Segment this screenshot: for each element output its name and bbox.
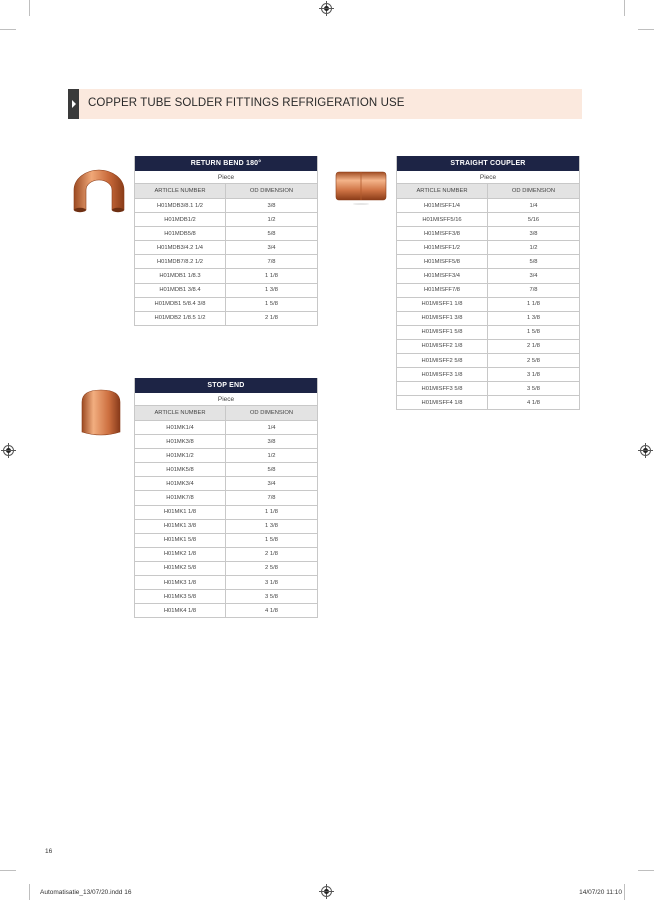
article-number-cell: H01MK4 1/8 xyxy=(135,604,226,617)
registration-mark-icon xyxy=(321,886,332,897)
straight-coupler-table xyxy=(396,156,580,410)
article-number-cell: H01MISFF1 3/8 xyxy=(397,312,488,325)
table-row xyxy=(397,354,579,368)
od-dimension-cell: 1 1/8 xyxy=(527,301,540,308)
crop-mark xyxy=(624,884,625,900)
od-dimension-cell: 3/4 xyxy=(267,480,276,487)
table-row xyxy=(135,449,317,463)
article-number-cell: H01MK1/2 xyxy=(135,449,226,462)
table-row xyxy=(135,298,317,312)
article-number-cell: H01MISFF2 1/8 xyxy=(397,340,488,353)
od-dimension-cell: 5/8 xyxy=(267,466,276,473)
column-header-od: OD DIMENSION xyxy=(249,188,294,194)
article-number-cell: H01MDB3/4.2 1/4 xyxy=(135,241,226,254)
table-row xyxy=(135,199,317,213)
table-row xyxy=(135,576,317,590)
table-row xyxy=(135,269,317,283)
article-number-cell: H01MISFF5/16 xyxy=(397,213,488,226)
table-row xyxy=(135,241,317,255)
table-header-row xyxy=(397,184,579,199)
table-row xyxy=(135,421,317,435)
slug-file: Automatisatie_13/07/20.indd 16 xyxy=(40,889,132,896)
table-row xyxy=(397,396,579,410)
od-dimension-cell: 3/8 xyxy=(529,230,538,237)
registration-mark-icon xyxy=(321,3,332,14)
registration-mark-icon xyxy=(640,445,651,456)
article-number-cell: H01MISFF1/2 xyxy=(397,241,488,254)
article-number-cell: H01MK2 5/8 xyxy=(135,562,226,575)
table-row xyxy=(397,284,579,298)
article-number-cell: H01MDB1 1/8.3 xyxy=(135,269,226,282)
od-dimension-cell: 1/4 xyxy=(267,424,276,431)
table-row xyxy=(397,199,579,213)
column-header-article: ARTICLE NUMBER xyxy=(135,184,226,198)
table-unit: Piece xyxy=(135,171,317,184)
crop-mark xyxy=(638,29,654,30)
od-dimension-cell: 3/8 xyxy=(267,202,276,209)
od-dimension-cell: 3/4 xyxy=(529,273,538,280)
article-number-cell: H01MDB5/8 xyxy=(135,227,226,240)
article-number-cell: H01MISFF4 1/8 xyxy=(397,396,488,409)
od-dimension-cell: 1 1/8 xyxy=(265,509,278,516)
article-number-cell: H01MK5/8 xyxy=(135,463,226,476)
article-number-cell: H01MK7/8 xyxy=(135,491,226,504)
article-number-cell: H01MK3/4 xyxy=(135,477,226,490)
od-dimension-cell: 1/2 xyxy=(267,452,276,459)
od-dimension-cell: 1 3/8 xyxy=(527,315,540,322)
od-dimension-cell: 2 5/8 xyxy=(265,565,278,572)
od-dimension-cell: 2 1/8 xyxy=(527,343,540,350)
article-number-cell: H01MK2 1/8 xyxy=(135,548,226,561)
table-row xyxy=(135,534,317,548)
od-dimension-cell: 5/8 xyxy=(267,230,276,237)
table-row xyxy=(397,326,579,340)
table-row xyxy=(397,298,579,312)
crop-mark xyxy=(638,870,654,871)
stop-end-image xyxy=(78,388,124,438)
table-row xyxy=(135,255,317,269)
table-row xyxy=(135,463,317,477)
article-number-cell: H01MISFF3/4 xyxy=(397,269,488,282)
table-row xyxy=(397,340,579,354)
straight-coupler-image xyxy=(334,168,388,206)
stop-end-table xyxy=(134,378,318,618)
table-row xyxy=(135,312,317,326)
article-number-cell: H01MISFF1/4 xyxy=(397,199,488,212)
column-header-od: OD DIMENSION xyxy=(249,410,294,416)
od-dimension-cell: 1 5/8 xyxy=(527,329,540,336)
table-row xyxy=(135,604,317,618)
table-unit: Piece xyxy=(397,171,579,184)
registration-mark-icon xyxy=(3,445,14,456)
od-dimension-cell: 7/8 xyxy=(267,495,276,502)
crop-mark xyxy=(29,884,30,900)
table-row xyxy=(397,227,579,241)
article-number-cell: H01MK1 1/8 xyxy=(135,506,226,519)
table-row xyxy=(135,491,317,505)
column-header-od: OD DIMENSION xyxy=(511,188,556,194)
crop-mark xyxy=(29,0,30,16)
table-row xyxy=(135,284,317,298)
return-bend-image xyxy=(68,168,130,214)
table-row xyxy=(397,255,579,269)
section-banner xyxy=(68,89,582,119)
table-row xyxy=(135,590,317,604)
table-row xyxy=(397,382,579,396)
table-row xyxy=(135,548,317,562)
table-row xyxy=(397,269,579,283)
table-title: STRAIGHT COUPLER xyxy=(397,156,579,171)
article-number-cell: H01MISFF1 1/8 xyxy=(397,298,488,311)
od-dimension-cell: 2 5/8 xyxy=(527,357,540,364)
article-number-cell: H01MISFF1 5/8 xyxy=(397,326,488,339)
table-row xyxy=(135,520,317,534)
article-number-cell: H01MISFF7/8 xyxy=(397,284,488,297)
od-dimension-cell: 1/4 xyxy=(529,202,538,209)
crop-mark xyxy=(0,29,16,30)
table-row xyxy=(135,435,317,449)
od-dimension-cell: 1 3/8 xyxy=(265,523,278,530)
table-unit: Piece xyxy=(135,393,317,406)
od-dimension-cell: 1/2 xyxy=(529,244,538,251)
od-dimension-cell: 4 1/8 xyxy=(527,399,540,406)
table-row xyxy=(135,227,317,241)
page-number: 16 xyxy=(45,848,53,855)
od-dimension-cell: 1/2 xyxy=(267,216,276,223)
article-number-cell: H01MDB1 5/8.4 3/8 xyxy=(135,298,226,311)
crop-mark xyxy=(0,870,16,871)
od-dimension-cell: 7/8 xyxy=(529,287,538,294)
crop-mark xyxy=(624,0,625,16)
article-number-cell: H01MK3 5/8 xyxy=(135,590,226,603)
table-row xyxy=(397,241,579,255)
slug-datetime: 14/07/20 11:10 xyxy=(579,889,622,896)
table-row xyxy=(397,312,579,326)
table-row xyxy=(397,213,579,227)
article-number-cell: H01MK1 3/8 xyxy=(135,520,226,533)
article-number-cell: H01MDB7/8.2 1/2 xyxy=(135,255,226,268)
od-dimension-cell: 2 1/8 xyxy=(265,551,278,558)
od-dimension-cell: 2 1/8 xyxy=(265,315,278,322)
return-bend-table xyxy=(134,156,318,326)
article-number-cell: H01MDB3/8.1 1/2 xyxy=(135,199,226,212)
table-header-row xyxy=(135,406,317,421)
od-dimension-cell: 3 1/8 xyxy=(265,579,278,586)
od-dimension-cell: 5/16 xyxy=(527,216,540,223)
article-number-cell: H01MK1/4 xyxy=(135,421,226,434)
column-header-article: ARTICLE NUMBER xyxy=(397,184,488,198)
article-number-cell: H01MDB1 3/8.4 xyxy=(135,284,226,297)
od-dimension-cell: 3 5/8 xyxy=(265,593,278,600)
od-dimension-cell: 3/8 xyxy=(267,438,276,445)
od-dimension-cell: 3 1/8 xyxy=(527,371,540,378)
article-number-cell: H01MK3 1/8 xyxy=(135,576,226,589)
od-dimension-cell: 3/4 xyxy=(267,244,276,251)
article-number-cell: H01MISFF3 5/8 xyxy=(397,382,488,395)
od-dimension-cell: 5/8 xyxy=(529,258,538,265)
od-dimension-cell: 3 5/8 xyxy=(527,385,540,392)
table-row xyxy=(135,477,317,491)
triangle-marker-icon xyxy=(68,89,79,119)
od-dimension-cell: 1 1/8 xyxy=(265,273,278,280)
table-row xyxy=(135,562,317,576)
article-number-cell: H01MISFF2 5/8 xyxy=(397,354,488,367)
column-header-article: ARTICLE NUMBER xyxy=(135,406,226,420)
article-number-cell: H01MK1 5/8 xyxy=(135,534,226,547)
table-row xyxy=(135,506,317,520)
article-number-cell: H01MDB2 1/8.5 1/2 xyxy=(135,312,226,325)
od-dimension-cell: 1 5/8 xyxy=(265,301,278,308)
od-dimension-cell: 7/8 xyxy=(267,258,276,265)
od-dimension-cell: 1 3/8 xyxy=(265,287,278,294)
table-row xyxy=(135,213,317,227)
table-row xyxy=(397,368,579,382)
article-number-cell: H01MISFF5/8 xyxy=(397,255,488,268)
article-number-cell: H01MK3/8 xyxy=(135,435,226,448)
od-dimension-cell: 1 5/8 xyxy=(265,537,278,544)
table-title: STOP END xyxy=(135,378,317,393)
article-number-cell: H01MISFF3/8 xyxy=(397,227,488,240)
article-number-cell: H01MDB1/2 xyxy=(135,213,226,226)
table-header-row xyxy=(135,184,317,199)
article-number-cell: H01MISFF3 1/8 xyxy=(397,368,488,381)
od-dimension-cell: 4 1/8 xyxy=(265,607,278,614)
page-title: COPPER TUBE SOLDER FITTINGS REFRIGERATION USE xyxy=(88,97,405,109)
table-title: RETURN BEND 180° xyxy=(135,156,317,171)
